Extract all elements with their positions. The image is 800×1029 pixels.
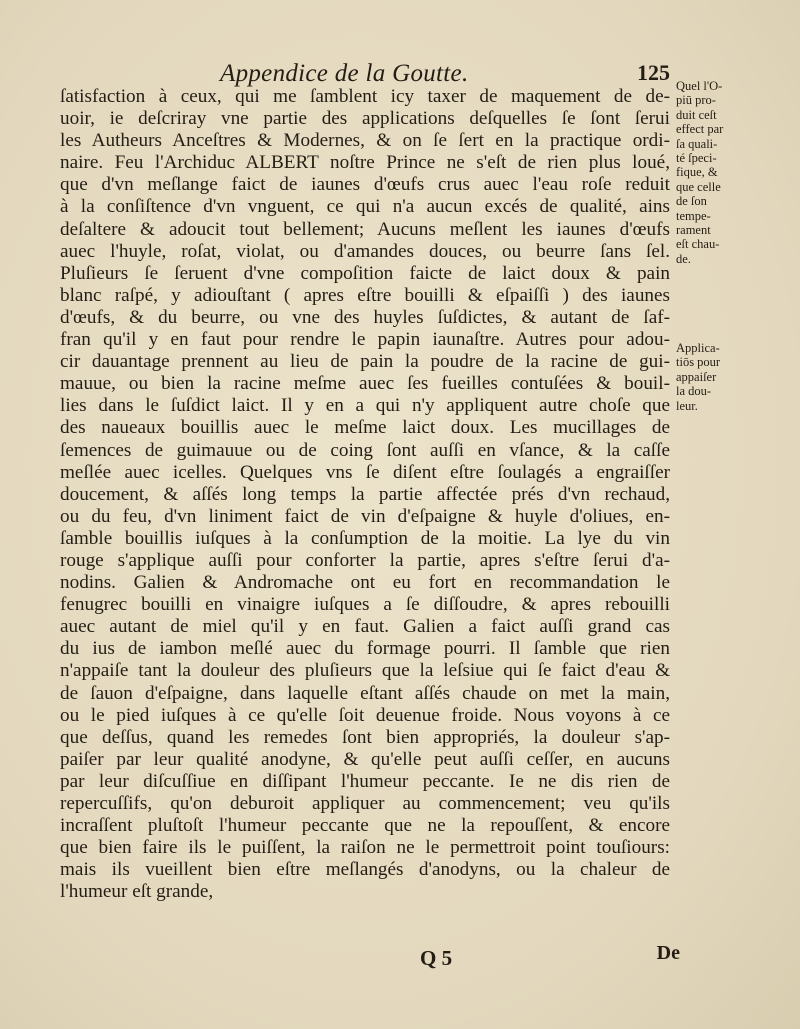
margin-note-line: appaiſer — [676, 369, 717, 384]
margin-note-line: ſa quali- — [676, 136, 718, 151]
text-line: paiſer par leur qualité anodyne, & qu'elle peut auſſi ceſſer, en aucuns — [60, 748, 670, 770]
text-line: doucement, & aſſés long temps la partie affectée prés d'vn rechaud, — [60, 483, 670, 505]
text-line: Pluſieurs ſe ſeruent d'vne compoſition faicte de laict doux & pain — [60, 262, 670, 284]
catchword: De — [656, 942, 680, 964]
text-line: que deſſus, quand les remedes ſont bien appropriés, la douleur s'ap- — [60, 726, 670, 748]
text-line: fenugrec bouilli en vinaigre iuſques a ſe diſſoudre, & apres rebouilli — [60, 594, 670, 616]
text-line: fran qu'il y en faut pour rendre le papin iaunaſtre. Autres pour adou- — [60, 329, 670, 351]
margin-note-line: de. — [676, 251, 691, 266]
text-line: meſlée auec icelles. Quelques vns ſe diſent eſtre ſoulagés a engraiſſer — [60, 461, 670, 483]
text-line: ou le pied iuſques à ce qu'elle ſoit deuenue froide. Nous voyons à ce — [60, 704, 670, 726]
margin-note-line: rament — [676, 223, 711, 238]
margin-note-line: Applica- — [676, 341, 720, 355]
text-line: ſatisfaction à ceux, qui me ſamblent icy taxer de maquement de de- — [60, 86, 670, 107]
text-line: incraſſent pluſtoſt l'humeur peccante que ne la repouſſent, & encore — [60, 815, 670, 837]
margin-note-line: té ſpeci- — [676, 151, 717, 166]
text-line: ou du feu, d'vn liniment faict de vin d'eſpaigne & huyle d'oliues, en- — [60, 505, 670, 527]
text-line: les Autheurs Anceſtres & Modernes, & on ſe ſert en la practique ordi- — [60, 130, 670, 152]
running-title: Appendice de la Goutte. — [220, 60, 469, 87]
text-line: cir dauantage prennent au lieu de pain la poudre de la racine de gui- — [60, 351, 670, 373]
margin-note-line: fique, & — [676, 165, 718, 180]
margin-note-line: duit ceſt — [676, 107, 717, 122]
text-line: que bien faire ils le puiſſent, la raiſon ne le permettroit point touſiours: — [60, 837, 670, 859]
text-line: du ius de iambon meſlé auec du formage pourri. Il ſamble que rien — [60, 638, 670, 660]
main-text-block — [60, 86, 670, 903]
margin-note-line: eſt chau- — [676, 237, 720, 252]
margin-note-line: Quel l'O- — [676, 79, 723, 93]
margin-note-line: que celle — [676, 179, 721, 194]
text-line: mais ils vueillent bien eſtre meſlangés d'anodyns, ou la chaleur de — [60, 859, 670, 881]
signature-mark: Q 5 — [420, 946, 453, 970]
text-line: des naueaux bouillis auec le meſme laict doux. Les mucillages de — [60, 417, 670, 439]
text-line: rouge s'applique auſſi pour conforter la partie, apres s'eſtre ſerui d'a- — [60, 549, 670, 571]
margin-note-applications — [676, 341, 786, 413]
margin-note-line: piū pro- — [676, 93, 716, 108]
margin-note-line: effect par — [676, 122, 724, 137]
margin-note-line: tiōs pour — [676, 355, 721, 370]
margin-note-line: tempe- — [676, 208, 711, 223]
text-line: que d'vn meſlange faict de iaunes d'œufs crus auec l'eau roſe reduit — [60, 174, 670, 196]
text-line: auec autant de miel qu'il y en faut. Galien a faict auſſi grand cas — [60, 616, 670, 638]
text-line: mauue, ou bien la racine meſme auec ſes fueilles contuſées & bouil- — [60, 373, 670, 395]
text-line: naire. Feu l'Archiduc ALBERT noſtre Prince ne s'eſt de rien plus loué, — [60, 152, 670, 174]
text-line: d'œufs, & du beurre, ou vne des huyles ſuſdictes, & autant de ſaf- — [60, 306, 670, 328]
margin-note-line: de ſon — [676, 194, 707, 209]
text-line: auec l'huyle, roſat, violat, ou d'amandes douces, ou beurre ſans ſel. — [60, 240, 670, 262]
text-line: l'humeur eſt grande, — [60, 881, 214, 903]
text-line: uoir, ie deſcriray vne partie des applications deſquelles ſe ſont ſerui — [60, 108, 670, 130]
text-line: ſamble bouillis iuſques à la conſumption de la moitie. La lye du vin — [60, 527, 670, 549]
page-number: 125 — [637, 60, 670, 85]
margin-note-opium — [676, 79, 786, 266]
text-line: blanc raſpé, y adiouſtant ( apres eſtre bouilli & eſpaiſſi ) des iaunes — [60, 284, 670, 306]
text-line: nodins. Galien & Andromache ont eu fort en recommandation le — [60, 572, 670, 594]
text-line: n'appaiſe tant la douleur des pluſieurs que la leſsiue qui ſe faict d'eau & — [60, 660, 670, 682]
text-line: repercuſſifs, qu'on deburoit appliquer au commencement; veu qu'ils — [60, 793, 670, 814]
text-line: lies dans le ſuſdict laict. Il y en a qui n'y appliquent autre choſe que — [60, 395, 670, 417]
text-line: par leur diſcuſſiue en diſſipant l'humeur peccante. Ie ne dis rien de — [60, 770, 670, 792]
margin-note-line: leur. — [676, 398, 698, 413]
text-line: à la conſiſtence d'vn vnguent, ce qui n'a aucun excés de qualité, ains — [60, 196, 670, 218]
text-line: de ſauon d'eſpaigne, dans laquelle eſtant aſſés chaude on met la main, — [60, 682, 670, 704]
page-footer — [60, 942, 680, 972]
text-line: deſaltere & adoucit tout bellement; Aucuns meſlent les iaunes d'œufs — [60, 218, 670, 240]
margin-note-line: la dou- — [676, 384, 712, 399]
text-line: ſemences de guimauue ou de coing ſont auſſi en vſance, & la caſſe — [60, 439, 670, 461]
